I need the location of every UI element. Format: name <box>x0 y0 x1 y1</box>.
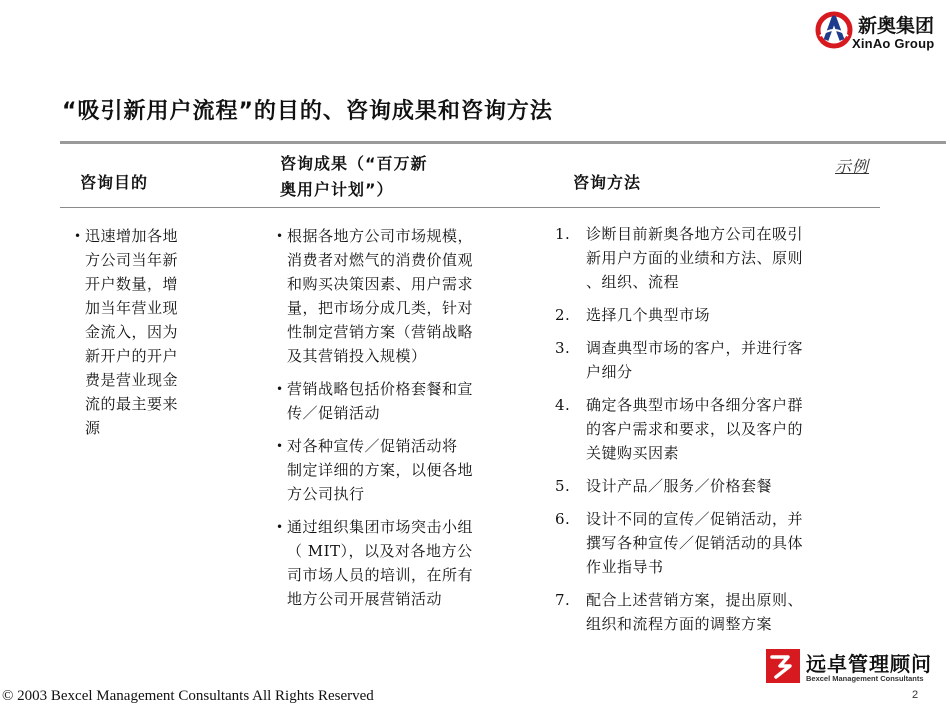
result-header-line-2: 奥用户计划”） <box>280 180 394 199</box>
result-line: 制定详细的方案，以便各地 <box>287 461 474 479</box>
method-number: 4. <box>555 396 571 414</box>
method-item <box>555 393 855 465</box>
result-line: 方公司执行 <box>287 485 365 503</box>
method-line: 、组织、流程 <box>586 273 680 291</box>
method-line: 选择几个典型市场 <box>586 306 711 324</box>
method-line: 确定各典型市场中各细分客户群 <box>586 396 804 414</box>
methods-column <box>555 222 855 645</box>
result-line: • 根据各地方公司市场规模， <box>287 227 474 245</box>
result-item <box>278 434 528 506</box>
result-line: 地方公司开展营销活动 <box>287 590 443 608</box>
method-number: 3. <box>555 339 571 357</box>
result-line: 量，把市场分成几类，针对 <box>287 299 474 317</box>
bexcel-logo <box>766 647 936 687</box>
result-header-line-1: 咨询成果（“百万新 <box>280 154 428 173</box>
purpose-line: 费是营业现金 <box>85 371 179 389</box>
result-line: 性制定营销方案（营销战略 <box>287 323 474 341</box>
method-header: 咨询方法 <box>573 173 642 192</box>
method-text <box>586 336 855 384</box>
result-line: 和购买决策因素、用户需求 <box>287 275 474 293</box>
method-text <box>586 393 855 465</box>
purpose-line: • 迅速增加各地 <box>85 227 179 245</box>
method-item <box>555 507 855 579</box>
xinao-emblem-icon <box>814 10 854 50</box>
method-line: 作业指导书 <box>586 558 664 576</box>
method-line: 配合上述营销方案，提出原则、 <box>586 591 804 609</box>
result-item <box>278 515 528 611</box>
result-line: 传／促销活动 <box>287 404 381 422</box>
method-line: 的客户需求和要求，以及客户的 <box>586 420 804 438</box>
firm-chinese-name: 远卓管理顾问 <box>806 652 932 676</box>
method-item <box>555 336 855 384</box>
logo-chinese-name: 新奥集团 <box>858 15 935 37</box>
method-text <box>586 588 855 636</box>
purpose-line: 方公司当年新 <box>85 251 179 269</box>
result-item <box>278 224 528 368</box>
method-line: 关键购买因素 <box>586 444 680 462</box>
purpose-line: 开户数量，增 <box>85 275 179 293</box>
title-divider <box>60 141 946 144</box>
page-title: “吸引新用户流程”的目的、咨询成果和咨询方法 <box>62 99 553 124</box>
method-number: 2. <box>555 306 571 324</box>
method-number: 1. <box>555 225 571 243</box>
method-line: 设计产品／服务／价格套餐 <box>586 477 773 495</box>
page-number: 2 <box>912 689 919 701</box>
result-line: • 通过组织集团市场突击小组 <box>287 518 474 536</box>
method-line: 撰写各种宣传／促销活动的具体 <box>586 534 804 552</box>
method-text <box>586 474 855 498</box>
result-line: 消费者对燃气的消费价值观 <box>287 251 474 269</box>
method-line: 调查典型市场的客户，并进行客 <box>586 339 804 357</box>
method-line: 组织和流程方面的调整方案 <box>586 615 773 633</box>
purpose-bullet <box>76 224 216 440</box>
purpose-line: 源 <box>85 419 101 437</box>
result-item <box>278 377 528 425</box>
bexcel-emblem-icon <box>766 649 800 683</box>
method-item <box>555 222 855 294</box>
method-text <box>586 222 855 294</box>
method-item <box>555 474 855 498</box>
method-text <box>586 303 855 327</box>
result-line: 司市场人员的培训，在所有 <box>287 566 474 584</box>
result-line: 及其营销投入规模） <box>287 347 427 365</box>
purpose-header: 咨询目的 <box>80 173 149 192</box>
method-number: 7. <box>555 591 571 609</box>
purpose-line: 流的最主要来 <box>85 395 179 413</box>
result-line: • 对各种宣传／促销活动将 <box>287 437 458 455</box>
method-line: 设计不同的宣传／促销活动，并 <box>586 510 804 528</box>
purpose-line: 新开户的开户 <box>85 347 179 365</box>
results-column <box>278 224 528 620</box>
copyright-notice: © 2003 Bexcel Management Consultants All Rights Reserved <box>2 688 374 704</box>
method-item <box>555 588 855 636</box>
method-line: 户细分 <box>586 363 633 381</box>
method-text <box>586 507 855 579</box>
method-item <box>555 303 855 327</box>
header-divider <box>60 207 880 208</box>
purpose-column <box>76 224 216 440</box>
method-line: 诊断目前新奥各地方公司在吸引 <box>586 225 804 243</box>
logo-english-name: XinAo Group <box>852 36 935 51</box>
purpose-line: 金流入，因为 <box>85 323 179 341</box>
purpose-line: 加当年营业现 <box>85 299 179 317</box>
method-line: 新用户方面的业绩和方法、原则 <box>586 249 804 267</box>
xinao-logo <box>812 6 947 54</box>
firm-english-name: Bexcel Management Consultants <box>806 674 924 683</box>
result-line: • 营销战略包括价格套餐和宣 <box>287 380 474 398</box>
method-number: 6. <box>555 510 571 528</box>
sample-tag: 示例 <box>835 157 870 176</box>
result-header <box>280 151 428 203</box>
method-number: 5. <box>555 477 571 495</box>
result-line: （ MIT），以及对各地方公 <box>287 542 473 560</box>
